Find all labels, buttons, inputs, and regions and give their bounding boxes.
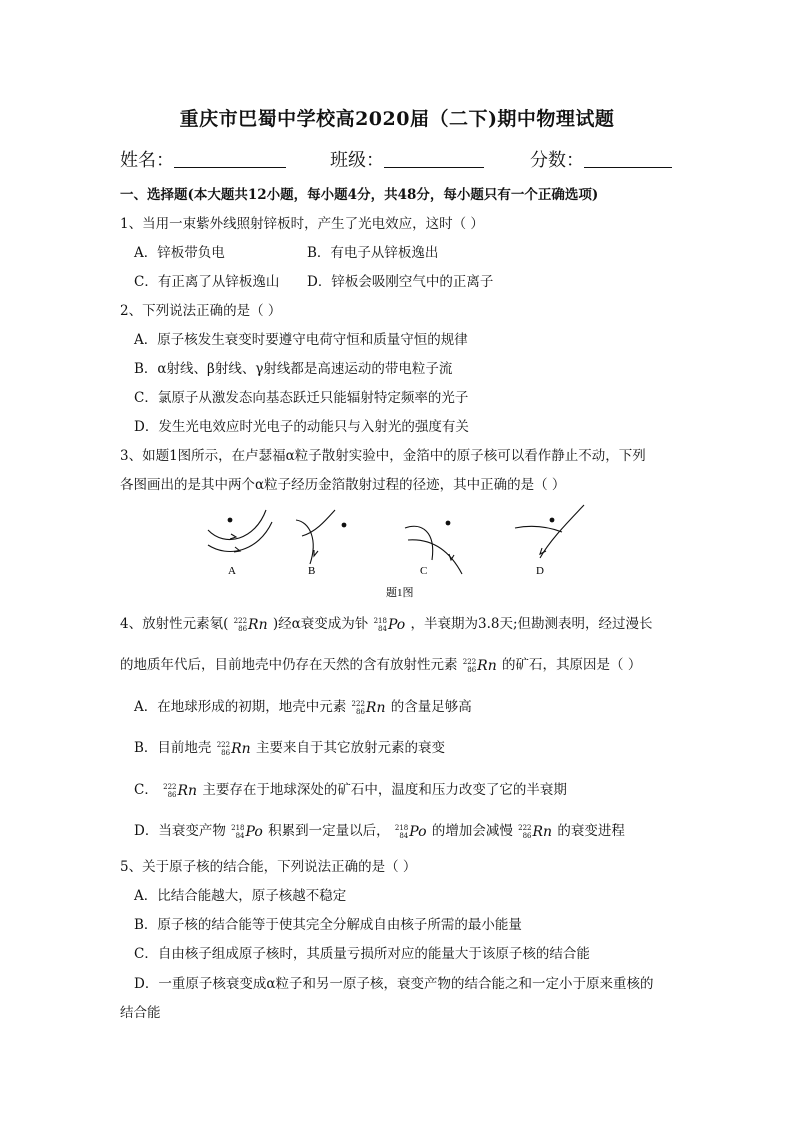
q5-option-c: C．自由核子组成原子核时，其质量亏损所对应的能量大于该原子核的结合能 [134,946,590,962]
q4-option-d-text-3: 的增加会减慢 [431,823,513,839]
nuclide-z: 86 [221,748,231,757]
q4-option-c [134,781,567,800]
nuclide-mass: 218 [373,616,387,625]
figure-c-track-2 [408,540,462,574]
nuclide-z: 86 [167,790,177,799]
figure-c-arrow-1 [449,554,454,560]
nuclide-symbol: Rn [231,740,251,757]
class-field [330,146,484,172]
nuclide-symbol: Rn [248,616,268,633]
name-blank [174,149,286,168]
exam-title: 重庆市巴蜀中学校高2020届（二下)期中物理试题 [179,108,615,130]
polonium-nuclide [395,823,427,841]
q4-option-b-text-2: 主要来自于其它放射元素的衰变 [255,740,445,756]
q4-stem-line2 [120,656,641,675]
q5-option-d-line1: D．一重原子核衰变成α粒子和另一原子核，衰变产物的结合能之和一定小于原来重核的 [134,976,654,992]
name-field [120,146,286,172]
figure-c-nucleus [446,521,451,526]
q1-option-a: A．锌板带负电 [134,245,225,261]
q4-option-b-text-1: B．目前地壳 [134,740,212,756]
nuclide-mass: 222 [351,699,365,708]
nuclide-mass: 222 [462,657,477,666]
polonium-nuclide [374,616,406,634]
q4-option-a [134,698,472,717]
class-blank [384,149,484,168]
q4-option-d [134,822,625,841]
section-heading: 一、选择题(本大题共12小题，每小题4分，共48分，每小题只有一个正确选项) [120,187,599,203]
nuclide-symbol: Rn [532,823,553,840]
q1-stem: 1、当用一束紫外线照射锌板时，产生了光电效应，这时（ ） [120,216,484,232]
q5-option-d-line2: 结合能 [120,1005,161,1021]
nuclide-symbol: Rn [365,699,386,716]
q4-option-d-text-2: 积累到一定量以后， [268,823,390,839]
figure-a-arrow-1 [230,534,236,539]
nuclide-symbol: Po [387,616,406,633]
q3-stem-line1: 3、如题1图所示，在卢瑟福α粒子散射实验中，金箔中的原子核可以看作静止不动，下列 [120,448,646,464]
radon-nuclide [234,616,268,634]
nuclide-z: 86 [238,624,248,633]
radon-nuclide [518,823,552,841]
nuclide-mass: 218 [394,823,409,832]
nuclide-z: 86 [356,707,365,716]
figure-b-track-2 [302,510,335,536]
name-label: 姓名： [120,150,174,171]
radon-nuclide [463,657,497,675]
radon-nuclide [163,782,197,800]
q1-option-c: C．有正离了从锌板逸山 [134,274,280,290]
q4-text-3: ，半衰期为3.8天;但勘测表明，经过漫长 [410,616,653,632]
q2-option-d: D．发生光电效应时光电子的动能只与入射光的强度有关 [134,419,469,435]
nuclide-symbol: Rn [177,782,198,799]
q2-option-a: A．原子核发生衰变时要遵守电荷守恒和质量守恒的规律 [134,332,468,348]
q2-option-c: C．氯原子从激发态向基态跃迁只能辐射特定频率的光子 [134,390,469,406]
q2-option-b: B．α射线、β射线、γ射线都是高速运动的带电粒子流 [134,361,453,377]
q4-text-2: )经α衰变成为钋 [272,616,369,632]
q3-stem-line2: 各图画出的是其中两个α粒子经历金箔散射过程的径迹，其中正确的是（ ） [120,477,566,493]
q4-text-4: 的地质年代后，目前地壳中仍存在天然的含有放射性元素 [120,657,458,673]
nuclide-z: 84 [235,831,245,840]
q1-option-b: B．有电子从锌板逸出 [307,245,439,261]
figure-label-b: B [308,565,316,577]
q4-option-d-text-4: 的衰变进程 [557,823,625,839]
figure-c-track-1 [405,526,433,560]
q1-option-d: D．锌板会吸刚空气中的正离子 [307,274,494,290]
nuclide-z: 84 [399,831,409,840]
q4-option-a-text-1: A．在地球形成的初期，地壳中元素 [134,699,347,715]
nuclide-z: 86 [467,665,477,674]
nuclide-symbol: Rn [477,657,497,674]
nuclide-mass: 222 [216,740,231,749]
radon-nuclide [352,699,386,717]
q4-text-5: 的矿石，其原因是（ ） [502,657,642,673]
figure-label-a: A [228,565,236,577]
q4-option-d-text-1: D．当衰变产物 [134,823,226,839]
q4-option-a-text-2: 的含量足够高 [390,699,472,715]
alpha-scattering-figure [200,500,600,605]
nuclide-mass: 222 [518,823,532,832]
figure-d-nucleus [550,518,555,523]
nuclide-symbol: Po [245,823,263,840]
q5-stem: 5、关于原子核的结合能，下列说法正确的是（ ） [120,859,417,875]
score-field [530,146,672,172]
nuclide-z: 84 [378,624,387,633]
score-label: 分数： [530,150,584,171]
q4-option-b [134,739,445,758]
polonium-nuclide [231,823,263,841]
radon-nuclide [217,740,251,758]
q2-stem: 2、下列说法正确的是（ ） [120,303,282,319]
nuclide-mass: 222 [233,616,248,625]
score-blank [584,149,672,168]
q4-option-c-text-2: 主要存在于地球深处的矿石中，温度和压力改变了它的半衰期 [202,782,567,798]
q4-text-1: 4、放射性元素氡( [120,616,229,632]
class-label: 班级： [330,150,384,171]
figure-label-c: C [420,565,428,577]
figure-caption: 题1图 [386,587,414,599]
figure-b-nucleus [342,523,347,528]
q5-option-b: B．原子核的结合能等于使其完全分解成自由核子所需的最小能量 [134,917,522,933]
figure-d-track-1 [515,526,562,532]
nuclide-mass: 218 [231,823,245,832]
figure-a-track-1 [208,510,266,540]
q5-option-a: A．比结合能越大，原子核越不稳定 [134,888,347,904]
figure-b-track-1 [296,520,313,564]
nuclide-symbol: Po [409,823,427,840]
q4-stem-line1 [120,615,653,634]
figure-label-d: D [536,565,544,577]
student-info-row [120,146,680,172]
figure-a-nucleus [228,518,233,523]
q4-option-c-text-1: C． [134,782,158,798]
figure-b-arrow-1 [314,550,318,556]
nuclide-mass: 222 [163,782,177,791]
nuclide-z: 86 [522,831,532,840]
